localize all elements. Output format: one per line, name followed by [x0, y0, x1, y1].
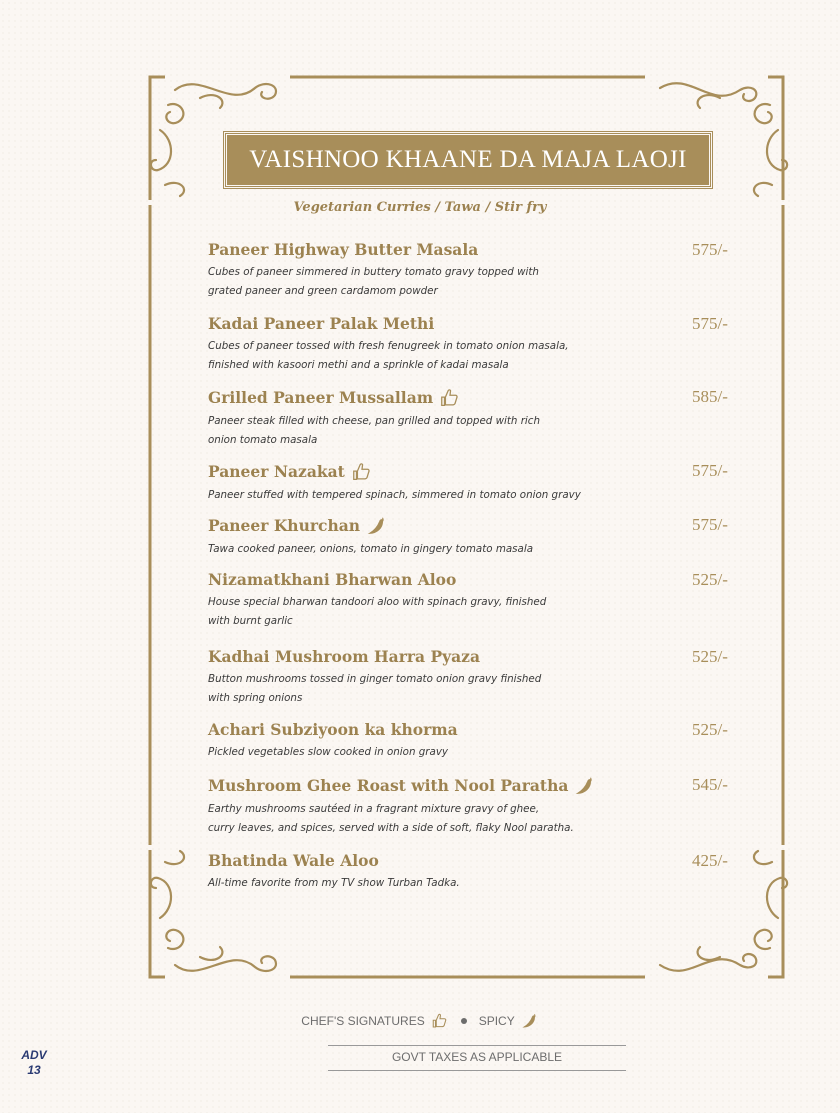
menu-item — [208, 515, 748, 559]
menu-item-description-line: onion tomato masala — [208, 434, 318, 446]
menu-item-price: 575/- — [692, 314, 728, 333]
menu-item-description — [208, 486, 628, 505]
menu-item — [208, 647, 748, 708]
menu-item-price: 575/- — [692, 515, 728, 534]
menu-item-description — [208, 412, 628, 450]
menu-item-description-line: All-time favorite from my TV show Turban Tadka. — [208, 877, 460, 889]
menu-item-description — [208, 540, 628, 559]
chili-icon — [366, 515, 388, 537]
menu-item-description-line: Tawa cooked paneer, onions, tomato in gingery tomato masala — [208, 543, 534, 555]
menu-item-description — [208, 743, 628, 762]
legend — [0, 1012, 840, 1030]
menu-item-description-line: Paneer stuffed with tempered spinach, simmered in tomato onion gravy — [208, 489, 581, 501]
menu-item-price: 525/- — [692, 570, 728, 589]
spicy-label: SPICY — [478, 1014, 515, 1028]
menu-item-name: Mushroom Ghee Roast with Nool Paratha — [208, 776, 569, 795]
menu-item-price: 585/- — [692, 387, 728, 406]
menu-item-description-line: finished with kasoori methi and a sprinkle of kadai masala — [208, 359, 509, 371]
menu-item-name-row — [208, 240, 748, 260]
menu-item-description-line: curry leaves, and spices, served with a side of soft, flaky Nool paratha. — [208, 822, 574, 834]
menu-item-price: 525/- — [692, 647, 728, 666]
menu-item-name: Grilled Paneer Mussallam — [208, 388, 434, 407]
menu-item-name-row — [208, 720, 748, 740]
menu-item-name-row — [208, 515, 748, 537]
chili-icon — [574, 775, 596, 797]
taxes-note: GOVT TAXES AS APPLICABLE — [391, 1050, 563, 1064]
menu-item-description-line: Earthy mushrooms sautéed in a fragrant mixture gravy of ghee, — [208, 803, 540, 815]
menu-item — [208, 570, 748, 631]
menu-item-description-line: Cubes of paneer tossed with fresh fenugreek in tomato onion masala, — [208, 340, 569, 352]
thumbs-up-icon — [351, 461, 373, 483]
menu-item-name-row — [208, 647, 748, 667]
menu-item-description-line: House special bharwan tandoori aloo with spinach gravy, finished — [208, 596, 547, 608]
menu-item-description-line: Pickled vegetables slow cooked in onion gravy — [208, 746, 449, 758]
menu-item-name-row — [208, 461, 748, 483]
menu-item-name-row — [208, 851, 748, 871]
menu-item-description-line: with spring onions — [208, 692, 303, 704]
page-num: 13 — [27, 1063, 41, 1077]
chefs-signatures-label: CHEF'S SIGNATURES — [301, 1014, 425, 1028]
section-title: VAISHNOO KHAANE DA MAJA LAOJI — [224, 132, 712, 188]
menu-item-name: Nizamatkhani Bharwan Aloo — [208, 570, 457, 589]
menu-item — [208, 314, 748, 375]
menu-item-name: Paneer Khurchan — [208, 516, 361, 535]
menu-item-description — [208, 263, 628, 301]
legend-separator-dot — [461, 1018, 467, 1024]
menu-item — [208, 461, 748, 505]
taxes-divider-bottom — [328, 1070, 626, 1071]
menu-item-name: Kadhai Mushroom Harra Pyaza — [208, 647, 481, 666]
menu-item-description — [208, 800, 628, 838]
menu-item-name: Achari Subziyoon ka khorma — [208, 720, 458, 739]
menu-item — [208, 720, 748, 762]
menu-item — [208, 775, 748, 838]
page-code: ADV — [21, 1048, 47, 1062]
menu-item-description — [208, 593, 628, 631]
menu-item — [208, 240, 748, 301]
menu-item-description-line: Cubes of paneer simmered in buttery tomato gravy topped with — [208, 266, 539, 278]
taxes-divider-top — [328, 1045, 626, 1046]
menu-item-price: 545/- — [692, 775, 728, 794]
section-subtitle: Vegetarian Curries / Tawa / Stir fry — [293, 200, 547, 215]
menu-item — [208, 851, 748, 893]
menu-item-description-line: Paneer steak filled with cheese, pan grilled and topped with rich — [208, 415, 540, 427]
page-number — [14, 1048, 54, 1078]
menu-item-name: Paneer Nazakat — [208, 462, 345, 481]
menu-item-price: 425/- — [692, 851, 728, 870]
thumbs-up-icon — [439, 387, 461, 409]
menu-item-description-line: with burnt garlic — [208, 615, 293, 627]
menu-item — [208, 387, 748, 450]
menu-item-name: Bhatinda Wale Aloo — [208, 851, 379, 870]
menu-item-description — [208, 337, 628, 375]
menu-item-description — [208, 670, 628, 708]
chili-icon — [521, 1012, 539, 1030]
menu-item-price: 525/- — [692, 720, 728, 739]
menu-item-name: Kadai Paneer Palak Methi — [208, 314, 435, 333]
menu-item-name-row — [208, 314, 748, 334]
menu-item-price: 575/- — [692, 461, 728, 480]
thumbs-up-icon — [431, 1012, 449, 1030]
menu-item-description-line: grated paneer and green cardamom powder — [208, 285, 438, 297]
menu-item-name-row — [208, 570, 748, 590]
menu-item-price: 575/- — [692, 240, 728, 259]
menu-item-name-row — [208, 775, 748, 797]
menu-item-description — [208, 874, 628, 893]
menu-item-name: Paneer Highway Butter Masala — [208, 240, 479, 259]
menu-item-name-row — [208, 387, 748, 409]
menu-item-description-line: Button mushrooms tossed in ginger tomato onion gravy finished — [208, 673, 542, 685]
